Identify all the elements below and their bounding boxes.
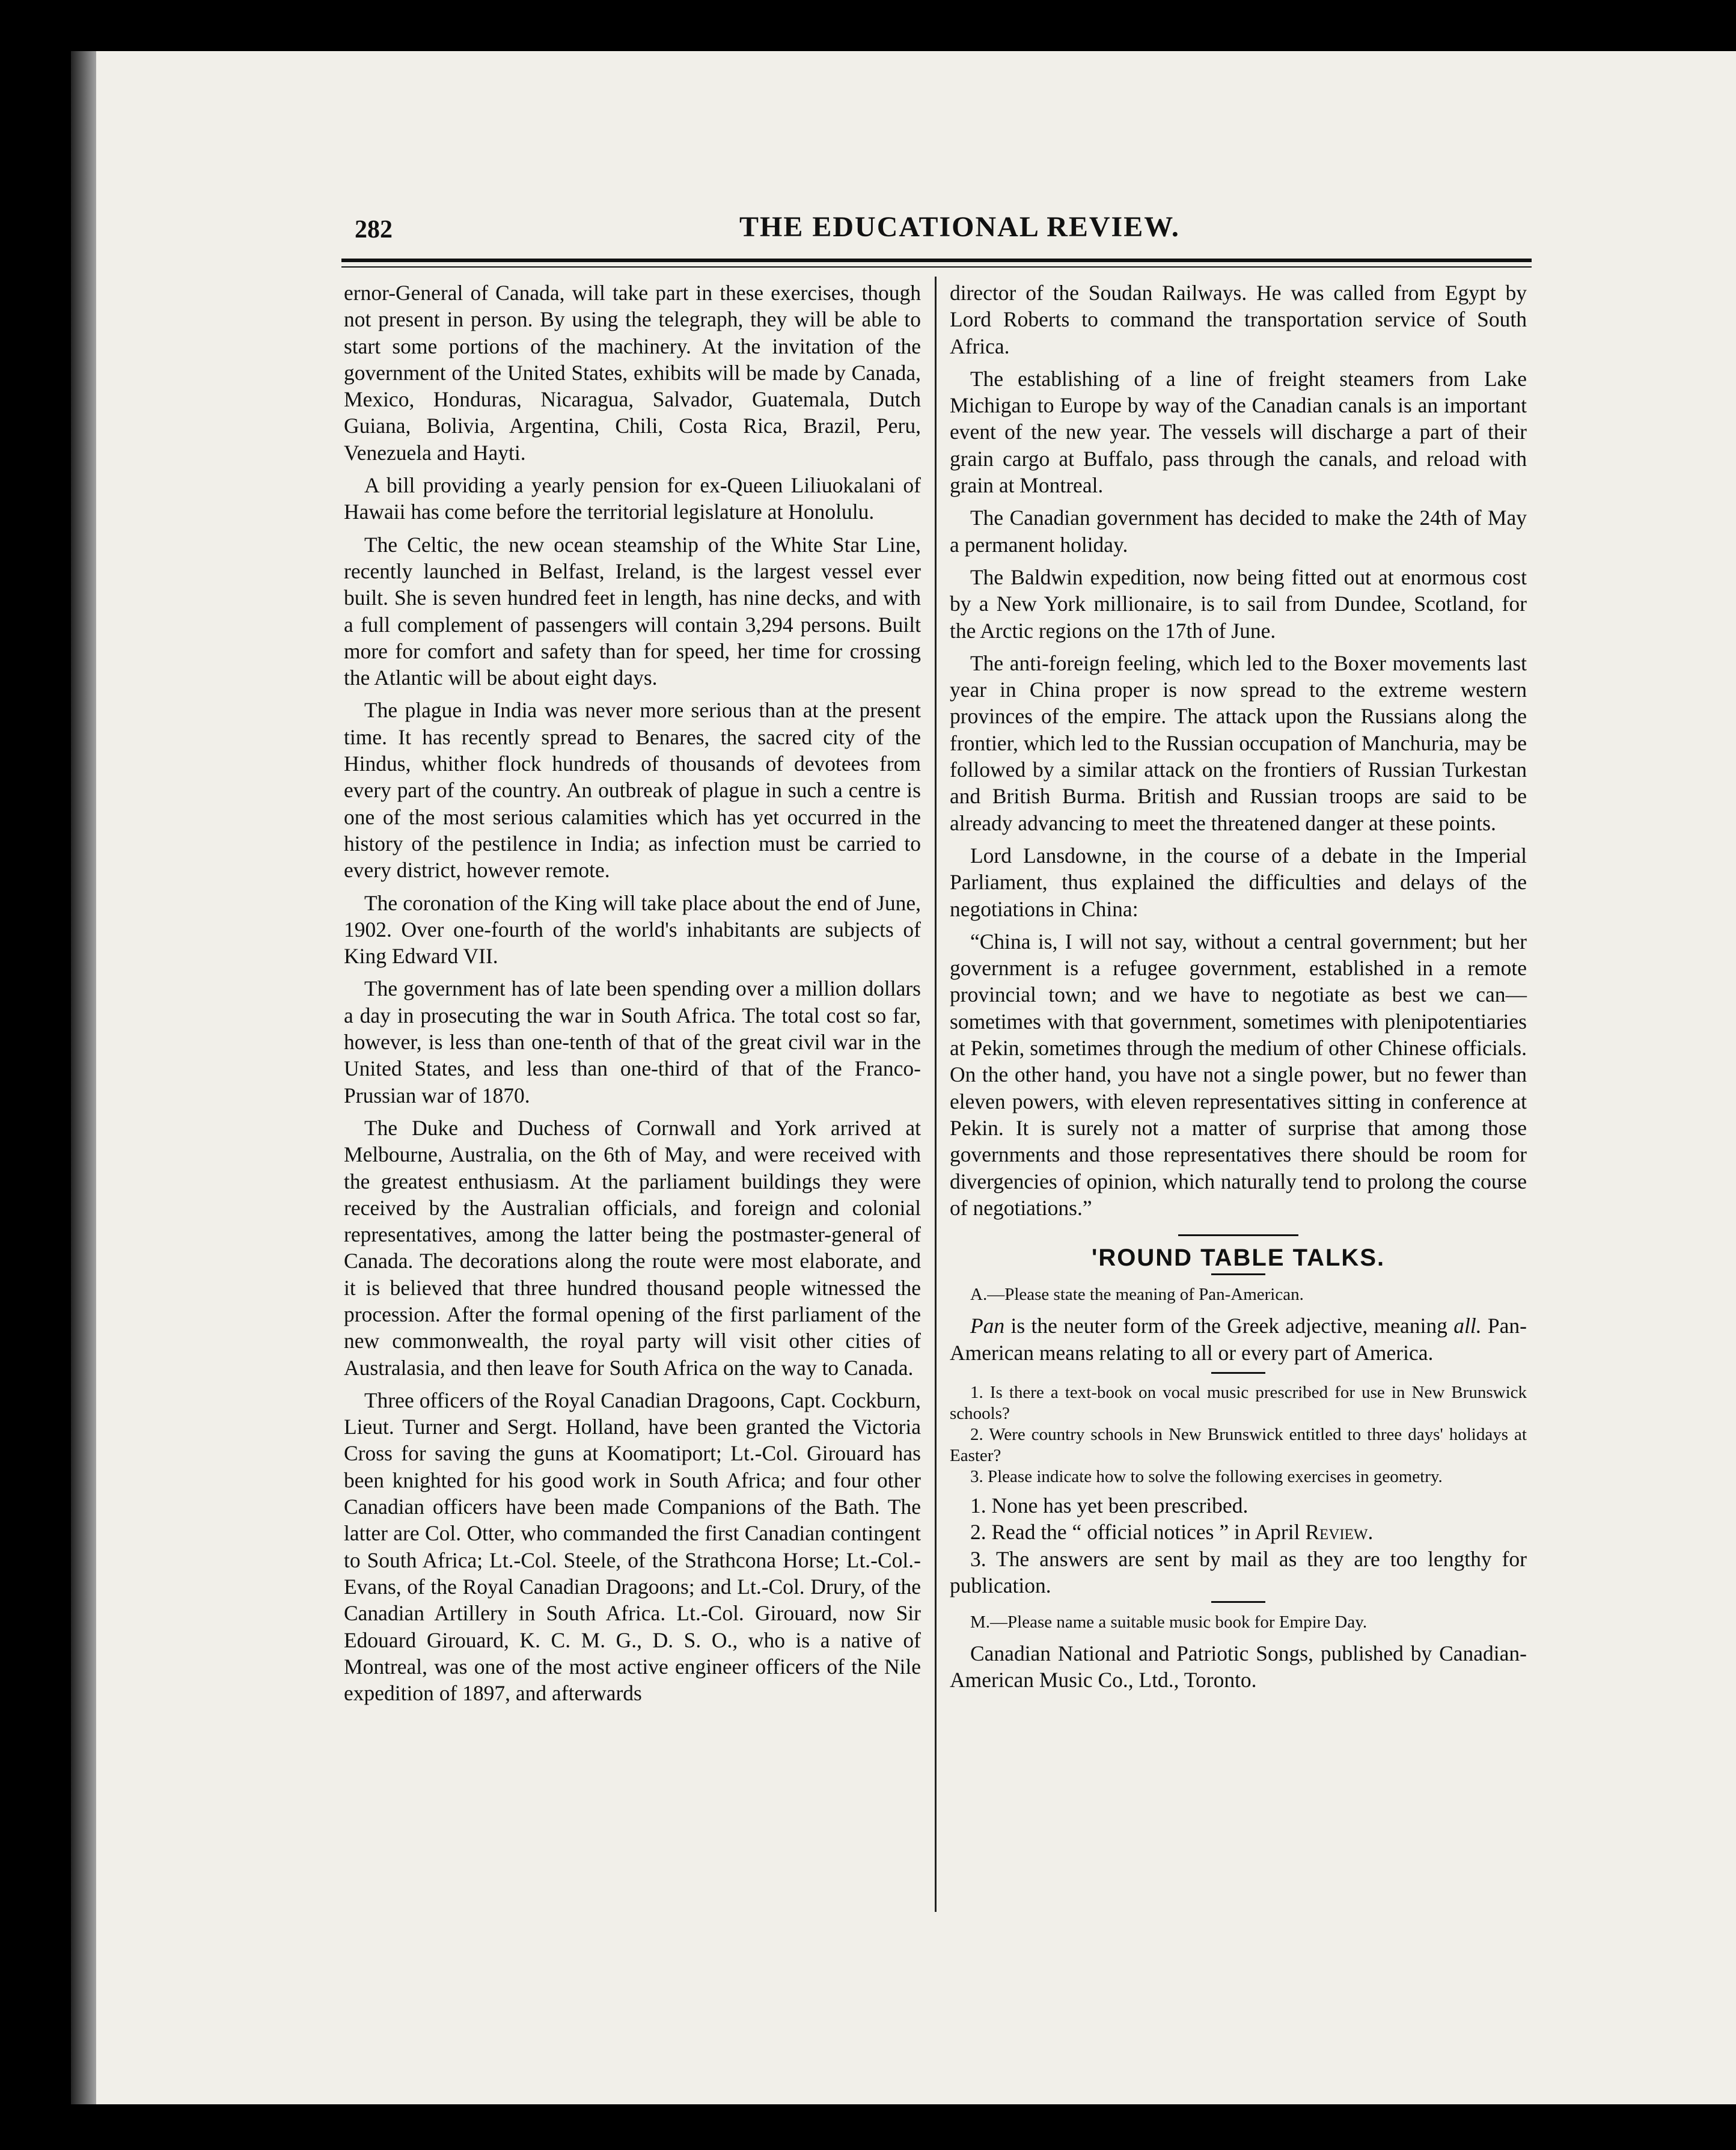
page-header bbox=[0, 209, 1736, 263]
left-column bbox=[344, 280, 921, 1712]
paragraph-dragoons: Three officers of the Royal Canadian Dragoons, Capt. Cockburn, Lieut. Turner and Sergt. Holland, have been granted the Victoria Cross for saving the guns at Koomatiport; Lt.-Col. Girouard has been knighted for his good work in South Africa; and four other Canadian officers have been made Companions of the Bath. The latter are Col. Otter, who commanded the first Canadian contingent to South Africa; Lt.-Col. Steele, of the Strathcona Horse; Lt.-Col.-Evans, of the Royal Canadian Dragoons; and Lt.-Col. Drury, of the Canadian Artillery in South Africa. Lt.-Col. Girouard, now Sir Edouard Girouard, K. C. M. G., D. S. O., who is a native of Montreal, was one of the most active engineer officers of the Nile expedition of 1897, and afterwards bbox=[344, 1388, 921, 1706]
paragraph-lansdowne: Lord Lansdowne, in the course of a debate in the Imperial Parliament, thus explained the difficulties and delays of the negotiations in China: bbox=[950, 843, 1527, 921]
paragraph-quote: “China is, I will not say, without a central government; but her government is a refugee government, established in a remote provincial town; and we have to negotiate as best we can—sometimes with that government, sometimes with plenipotentiaries at Pekin, sometimes through the medium of other Chinese officials. On the other hand, you have not a single power, but no fewer than eleven powers, with eleven representatives sitting in conference at Pekin. It is surely not a matter of surprise that among those governments and those representatives there should be room for divergencies of opinion, which naturally tend to prolong the course of negotiations.” bbox=[950, 929, 1527, 1220]
question-item: 2. Were country schools in New Brunswick entitled to three days' holidays at Easter? bbox=[950, 1424, 1527, 1465]
paragraph-coronation: The coronation of the King will take place about the end of June, 1902. Over one-fourth of the world's inhabitants are subjects of King Edward VII. bbox=[344, 890, 921, 969]
answer-a-italic-pan: Pan bbox=[970, 1314, 1005, 1338]
header-rule-thick bbox=[341, 259, 1532, 262]
questions-rule bbox=[1211, 1372, 1265, 1374]
section-subrule bbox=[1211, 1273, 1265, 1275]
paragraph-holiday: The Canadian government has decided to make the 24th of May a permanent holiday. bbox=[950, 506, 1527, 557]
paragraph-war-cost: The government has of late been spending over a million dollars a day in prosecuting the war in South Africa. The total cost so far, however, is less than one-tenth of that of the great civil war in the United States, and less than one-third of that of the Franco-Prussian war of 1870. bbox=[344, 976, 921, 1107]
paragraph-exhibits: ernor-General of Canada, will take part in these exercises, though not present in person. By using the telegraph, they will be able to start some portions of the machinery. At the invitation of the government of the United States, exhibits will be made by Canada, Mexico, Honduras, Nicaragua, Salvador, Guatemala, Dutch Guiana, Bolivia, Argentina, Chili, Costa Rica, Brazil, Peru, Venezuela and Hayti. bbox=[344, 281, 921, 465]
answer-a-end: Pan-American means relating to all or every part of America. bbox=[950, 1314, 1527, 1365]
section-rule bbox=[1178, 1234, 1298, 1236]
answer-a-italic-all: all. bbox=[1453, 1314, 1482, 1338]
column-divider bbox=[935, 277, 937, 1912]
paragraph-duke-melbourne: The Duke and Duchess of Cornwall and York arrived at Melbourne, Australia, on the 6th of May, and were received with the greatest enthusiasm. At the parliament buildings they were received by the Australian officials, and foreign and colonial representatives, among the latter being the postmaster-general of Canada. The decorations along the route were most elaborate, and it is believed that three hundred thousand people witnessed the procession. After the formal opening of the first parliament of the new commonwealth, the royal party will visit other cities of Australasia, and then leave for South Africa on the way to Canada. bbox=[344, 1115, 921, 1380]
paragraph-celtic: The Celtic, the new ocean steamship of the White Star Line, recently launched in Belfast, Ireland, is the largest vessel ever built. She is seven hundred feet in length, has nine decks, and with a full complement of passengers will contain 3,294 persons. Built more for comfort and safety than for speed, her time for crossing the Atlantic will be about eight days. bbox=[344, 532, 921, 690]
section-title: 'ROUND TABLE TALKS. bbox=[1091, 1245, 1386, 1272]
question-item: 3. Please indicate how to solve the following exercises in geometry. bbox=[970, 1466, 1443, 1486]
paragraph-baldwin: The Baldwin expedition, now being fitted out at enormous cost by a New York millionaire, is to sail from Dundee, Scotland, for the Arctic regions on the 17th of June. bbox=[950, 565, 1527, 643]
answer-list bbox=[950, 1492, 1527, 1599]
answer-item: 1. None has yet been prescribed. bbox=[970, 1493, 1249, 1518]
answer-item-review: Review. bbox=[1305, 1520, 1374, 1545]
paragraph-soudan: director of the Soudan Railways. He was called from Egypt by Lord Roberts to command the transportation service of South Africa. bbox=[950, 281, 1527, 358]
answer-item: 3. The answers are sent by mail as they are too lengthy for publication. bbox=[950, 1546, 1527, 1597]
paragraph-steamers: The establishing of a line of freight steamers from Lake Michigan to Europe by way of the Canadian canals is an important event of the new year. The vessels will discharge a part of their grain cargo at Buffalo, pass through the canals, and reload with grain at Montreal. bbox=[950, 366, 1527, 498]
page-number: 282 bbox=[355, 216, 393, 243]
question-item: 1. Is there a text-book on vocal music prescribed for use in New Brunswick schools? bbox=[950, 1382, 1527, 1423]
paragraph-liliuokalani: A bill providing a yearly pension for ex-Queen Liliuokalani of Hawaii has come before the territorial legislature at Honolulu. bbox=[344, 473, 921, 524]
paragraph-anti-foreign: The anti-foreign feeling, which led to the Boxer movements last year in China proper is now spread to the extreme western provinces of the empire. The attack upon the Russians along the frontier, which led to the Russian occupation of Manchuria, may be followed by a similar attack on the frontiers of Russian Turkestan and British Burma. British and Russian troops are said to be already advancing to meet the threatened danger at these points. bbox=[950, 651, 1527, 835]
paragraph-plague: The plague in India was never more serious than at the present time. It has recently spread to Benares, the sacred city of the Hindus, whither flock hundreds of thousands of devotees from every part of the country. An outbreak of plague in such a centre is one of the most serious calamities which has yet occurred in the history of the pestilence in India; as infection must be carried to every district, however remote. bbox=[344, 698, 921, 883]
answer-item-text: 2. Read the “ official notices ” in April bbox=[970, 1520, 1306, 1545]
header-rule-thin bbox=[341, 266, 1532, 268]
right-column bbox=[950, 280, 1527, 1700]
answer-a-mid: is the neuter form of the Greek adjective, meaning bbox=[1004, 1314, 1454, 1338]
running-head: THE EDUCATIONAL REVIEW. bbox=[739, 211, 1180, 243]
question-a: A.—Please state the meaning of Pan-American. bbox=[970, 1285, 1304, 1305]
answer-a bbox=[950, 1312, 1527, 1366]
m-question-rule bbox=[1211, 1601, 1265, 1603]
scan-border-bottom bbox=[0, 2104, 1736, 2150]
question-list bbox=[950, 1382, 1527, 1487]
answer-m: Canadian National and Patriotic Songs, published by Canadian-American Music Co., Ltd., Toronto. bbox=[950, 1641, 1527, 1692]
question-m: M.—Please name a suitable music book for Empire Day. bbox=[970, 1612, 1368, 1632]
answer-item bbox=[950, 1519, 1527, 1545]
